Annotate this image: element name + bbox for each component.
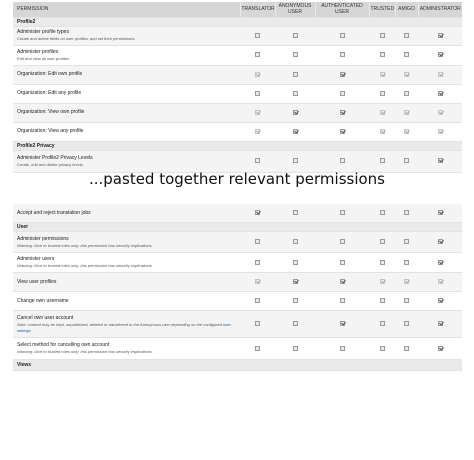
checkbox-cell-translator [240, 338, 275, 360]
permission-checkbox[interactable] [293, 210, 298, 215]
permission-title: Administer permissions [17, 235, 69, 242]
checkbox-cell-anonymous-user [275, 232, 315, 253]
checkbox-cell-administrator [418, 273, 462, 292]
permission-checkbox[interactable] [404, 298, 409, 303]
checkbox-cell-amigo [395, 45, 418, 65]
permission-row [13, 45, 462, 65]
checkbox-cell-amigo [395, 273, 418, 292]
permission-checkbox[interactable] [438, 346, 443, 351]
checkbox-cell-translator [240, 65, 275, 84]
checkbox-cell-anonymous-user [275, 338, 315, 360]
checkbox-cell-anonymous-user [275, 292, 315, 311]
permission-title: Organization: View any profile [17, 128, 84, 134]
permission-title: Change own username [17, 297, 69, 304]
permission-title: Select method for cancelling own account [17, 342, 110, 348]
permission-checkbox[interactable] [340, 110, 345, 115]
checkbox-cell-translator [240, 122, 275, 141]
permission-checkbox[interactable] [255, 158, 260, 163]
checkbox-cell-authenticated-user [315, 311, 369, 338]
permission-title: Organization: Edit any profile [17, 90, 82, 96]
checkbox-cell-authenticated-user [315, 273, 369, 292]
checkbox-cell-translator [240, 84, 275, 103]
checkbox-cell-amigo [395, 204, 418, 223]
permission-checkbox [438, 129, 443, 134]
permissions-table-bottom [13, 204, 462, 371]
permission-checkbox[interactable] [404, 91, 409, 96]
permission-checkbox[interactable] [404, 52, 409, 57]
checkbox-cell-trusted [369, 204, 395, 223]
permission-warning [17, 243, 236, 249]
permission-row [13, 103, 462, 122]
module-name: Views [13, 360, 462, 371]
checkbox-cell-anonymous-user [275, 122, 315, 141]
permission-checkbox [438, 110, 443, 115]
checkbox-cell-translator [240, 26, 275, 45]
permission-checkbox[interactable] [380, 298, 385, 303]
permission-checkbox [404, 129, 409, 134]
permission-checkbox[interactable] [340, 298, 345, 303]
checkbox-cell-anonymous-user [275, 103, 315, 122]
permission-checkbox[interactable] [293, 52, 298, 57]
permission-checkbox [380, 129, 385, 134]
user-settings-link[interactable]: user settings [17, 321, 231, 333]
permission-checkbox[interactable] [255, 239, 260, 244]
table-header [13, 2, 462, 17]
checkbox-cell-anonymous-user [275, 150, 315, 172]
permission-cell [13, 292, 240, 311]
checkbox-cell-administrator [418, 150, 462, 172]
checkbox-cell-administrator [418, 232, 462, 253]
permission-row [13, 84, 462, 103]
permission-warning [17, 349, 236, 355]
checkbox-cell-translator [240, 253, 275, 273]
checkbox-cell-amigo [395, 26, 418, 45]
permission-cell [13, 65, 240, 84]
checkbox-cell-authenticated-user [315, 45, 369, 65]
checkbox-cell-administrator [418, 204, 462, 223]
permission-checkbox[interactable] [293, 91, 298, 96]
checkbox-cell-amigo [395, 122, 418, 141]
permission-checkbox [438, 279, 443, 284]
permission-cell [13, 253, 240, 273]
checkbox-cell-amigo [395, 65, 418, 84]
permission-title: Administer profiles [17, 48, 59, 55]
checkbox-cell-administrator [418, 338, 462, 360]
permission-checkbox[interactable] [404, 260, 409, 265]
checkbox-cell-amigo [395, 84, 418, 103]
checkbox-cell-trusted [369, 232, 395, 253]
checkbox-cell-administrator [418, 65, 462, 84]
permission-checkbox[interactable] [380, 158, 385, 163]
checkbox-cell-amigo [395, 103, 418, 122]
permission-checkbox [404, 279, 409, 284]
checkbox-cell-authenticated-user [315, 292, 369, 311]
permission-cell [13, 26, 240, 45]
checkbox-cell-trusted [369, 311, 395, 338]
permission-checkbox[interactable] [380, 52, 385, 57]
permission-checkbox [380, 110, 385, 115]
checkbox-cell-administrator [418, 103, 462, 122]
permission-title: Administer users [17, 256, 55, 262]
permission-checkbox[interactable] [255, 210, 260, 215]
checkbox-cell-administrator [418, 122, 462, 141]
permission-checkbox[interactable] [255, 260, 260, 265]
module-row [13, 141, 462, 150]
permission-title: Administer profile types [17, 29, 69, 35]
permission-checkbox[interactable] [255, 33, 260, 38]
checkbox-cell-trusted [369, 122, 395, 141]
checkbox-cell-amigo [395, 292, 418, 311]
permission-cell [13, 232, 240, 253]
permission-checkbox[interactable] [340, 33, 345, 38]
permission-checkbox[interactable] [438, 158, 443, 163]
checkbox-cell-trusted [369, 84, 395, 103]
permission-checkbox[interactable] [340, 321, 345, 326]
permission-description: Edit and view all user profiles. [17, 55, 70, 61]
permission-title: Organization: View own profile [17, 109, 85, 115]
permission-checkbox [255, 110, 260, 115]
permission-title: Organization: Edit own profile [17, 71, 83, 77]
permission-checkbox[interactable] [404, 210, 409, 215]
permission-title: View user profiles [17, 278, 57, 285]
permission-checkbox[interactable] [255, 298, 260, 303]
permission-checkbox [438, 72, 443, 77]
module-name: Profile2 [13, 17, 462, 26]
permission-checkbox[interactable] [293, 239, 298, 244]
column-header-authenticated-user: AUTHENTICATED USER [315, 2, 369, 17]
permission-checkbox[interactable] [438, 239, 443, 244]
permission-checkbox[interactable] [404, 33, 409, 38]
checkbox-cell-translator [240, 204, 275, 223]
permission-row [13, 65, 462, 84]
checkbox-cell-administrator [418, 45, 462, 65]
permission-checkbox[interactable] [380, 33, 385, 38]
checkbox-cell-amigo [395, 311, 418, 338]
column-header-trusted: TRUSTED [369, 2, 395, 17]
permission-checkbox[interactable] [404, 158, 409, 163]
checkbox-cell-administrator [418, 311, 462, 338]
permission-title: Cancel own user account [17, 314, 74, 321]
checkbox-cell-authenticated-user [315, 232, 369, 253]
checkbox-cell-amigo [395, 150, 418, 172]
permission-checkbox [255, 72, 260, 77]
permission-row [13, 311, 462, 338]
checkbox-cell-amigo [395, 338, 418, 360]
permission-checkbox[interactable] [438, 260, 443, 265]
checkbox-cell-administrator [418, 26, 462, 45]
column-header-permission: PERMISSION [13, 2, 240, 17]
module-name: User [13, 223, 462, 232]
module-row [13, 223, 462, 232]
permission-checkbox[interactable] [380, 91, 385, 96]
permission-checkbox[interactable] [293, 110, 298, 115]
checkbox-cell-authenticated-user [315, 253, 369, 273]
permission-checkbox [380, 279, 385, 284]
permission-checkbox[interactable] [293, 298, 298, 303]
checkbox-cell-authenticated-user [315, 65, 369, 84]
checkbox-cell-translator [240, 103, 275, 122]
permission-checkbox[interactable] [255, 346, 260, 351]
checkbox-cell-anonymous-user [275, 273, 315, 292]
checkbox-cell-anonymous-user [275, 253, 315, 273]
permission-checkbox[interactable] [404, 346, 409, 351]
checkbox-cell-anonymous-user [275, 204, 315, 223]
checkbox-cell-authenticated-user [315, 122, 369, 141]
permission-checkbox[interactable] [380, 210, 385, 215]
permission-checkbox[interactable] [255, 52, 260, 57]
permission-cell [13, 273, 240, 292]
permission-checkbox[interactable] [340, 91, 345, 96]
checkbox-cell-translator [240, 292, 275, 311]
checkbox-cell-trusted [369, 45, 395, 65]
permission-checkbox[interactable] [293, 129, 298, 134]
permission-checkbox[interactable] [340, 346, 345, 351]
permission-checkbox[interactable] [340, 239, 345, 244]
permission-warning [17, 322, 236, 334]
checkbox-cell-amigo [395, 232, 418, 253]
permission-checkbox[interactable] [255, 91, 260, 96]
checkbox-cell-administrator [418, 253, 462, 273]
permission-warning-text: Warning: Give to trusted roles only; this permission has security implications. [17, 263, 153, 268]
checkbox-cell-amigo [395, 253, 418, 273]
permission-title: Administer Profile2 Privacy Levels [17, 154, 93, 161]
checkbox-cell-anonymous-user [275, 26, 315, 45]
checkbox-cell-trusted [369, 150, 395, 172]
column-header-amigo: AMIGO [395, 2, 418, 17]
permission-checkbox[interactable] [340, 158, 345, 163]
permission-checkbox [255, 129, 260, 134]
permission-cell [13, 45, 240, 65]
permission-row [13, 204, 462, 223]
column-header-translator: TRANSLATOR [240, 2, 275, 17]
permission-checkbox[interactable] [380, 321, 385, 326]
checkbox-cell-trusted [369, 292, 395, 311]
permission-checkbox[interactable] [340, 52, 345, 57]
checkbox-cell-authenticated-user [315, 84, 369, 103]
permission-checkbox[interactable] [404, 239, 409, 244]
checkbox-cell-anonymous-user [275, 84, 315, 103]
column-header-anonymous-user: ANONYMOUS USER [275, 2, 315, 17]
permission-checkbox[interactable] [438, 210, 443, 215]
permission-cell [13, 150, 240, 172]
checkbox-cell-authenticated-user [315, 150, 369, 172]
permission-row [13, 122, 462, 141]
permission-checkbox [404, 110, 409, 115]
permission-checkbox[interactable] [380, 260, 385, 265]
module-row [13, 17, 462, 26]
permission-cell [13, 122, 240, 141]
checkbox-cell-authenticated-user [315, 26, 369, 45]
permission-checkbox [380, 72, 385, 77]
permissions-table-top [13, 2, 462, 173]
column-header-administrator: ADMINISTRATOR [418, 2, 462, 17]
permission-checkbox[interactable] [340, 260, 345, 265]
annotation-banner: ...pasted together relevant permissions [88, 170, 385, 188]
checkbox-cell-authenticated-user [315, 204, 369, 223]
permission-checkbox [255, 279, 260, 284]
permission-cell [13, 84, 240, 103]
permission-checkbox[interactable] [340, 279, 345, 284]
checkbox-cell-trusted [369, 273, 395, 292]
permission-cell [13, 338, 240, 360]
checkbox-cell-anonymous-user [275, 45, 315, 65]
permission-warning-text: Note: content may be kept, unpublished, deleted or transferred to the Anonymous user depending on the configured [17, 321, 222, 327]
permission-description: Create, edit and delete privacy levels. [17, 161, 84, 167]
checkbox-cell-administrator [418, 292, 462, 311]
permission-checkbox[interactable] [340, 210, 345, 215]
permission-checkbox[interactable] [404, 321, 409, 326]
permission-checkbox[interactable] [293, 279, 298, 284]
permission-warning-text: Warning: Give to trusted roles only; this permission has security implications. [17, 349, 153, 354]
permission-row [13, 150, 462, 172]
permission-title: Accept and reject translation jobs [17, 209, 91, 216]
permission-description: Create and delete fields on user profiles, and set their permissions. [17, 36, 136, 41]
checkbox-cell-translator [240, 311, 275, 338]
permission-warning-text: Warning: Give to trusted roles only; this permission has security implications. [17, 242, 153, 248]
permission-checkbox[interactable] [293, 346, 298, 351]
permission-row [13, 232, 462, 253]
checkbox-cell-trusted [369, 338, 395, 360]
module-row [13, 360, 462, 371]
permission-checkbox[interactable] [380, 239, 385, 244]
permission-row [13, 338, 462, 360]
checkbox-cell-anonymous-user [275, 311, 315, 338]
permission-row [13, 292, 462, 311]
checkbox-cell-trusted [369, 253, 395, 273]
permission-cell [13, 103, 240, 122]
permission-checkbox[interactable] [438, 91, 443, 96]
permission-checkbox[interactable] [293, 158, 298, 163]
permission-checkbox[interactable] [293, 260, 298, 265]
checkbox-cell-authenticated-user [315, 103, 369, 122]
permission-checkbox[interactable] [438, 298, 443, 303]
checkbox-cell-trusted [369, 103, 395, 122]
permission-checkbox[interactable] [293, 72, 298, 77]
checkbox-cell-anonymous-user [275, 65, 315, 84]
permission-row [13, 253, 462, 273]
permission-cell [13, 311, 240, 338]
permission-row [13, 273, 462, 292]
permission-checkbox[interactable] [340, 72, 345, 77]
permission-checkbox[interactable] [340, 129, 345, 134]
permission-cell [13, 204, 240, 223]
checkbox-cell-administrator [418, 84, 462, 103]
permission-checkbox[interactable] [293, 33, 298, 38]
checkbox-cell-translator [240, 232, 275, 253]
checkbox-cell-trusted [369, 26, 395, 45]
permission-warning [17, 263, 236, 269]
permission-checkbox [404, 72, 409, 77]
checkbox-cell-translator [240, 45, 275, 65]
permission-checkbox[interactable] [438, 321, 443, 326]
module-name: Profile2 Privacy [13, 141, 462, 150]
permission-checkbox[interactable] [438, 33, 443, 38]
checkbox-cell-trusted [369, 65, 395, 84]
permission-row [13, 26, 462, 45]
permission-checkbox[interactable] [293, 321, 298, 326]
checkbox-cell-translator [240, 150, 275, 172]
permission-checkbox[interactable] [380, 346, 385, 351]
permission-checkbox[interactable] [438, 52, 443, 57]
checkbox-cell-translator [240, 273, 275, 292]
permission-checkbox[interactable] [255, 321, 260, 326]
checkbox-cell-authenticated-user [315, 338, 369, 360]
